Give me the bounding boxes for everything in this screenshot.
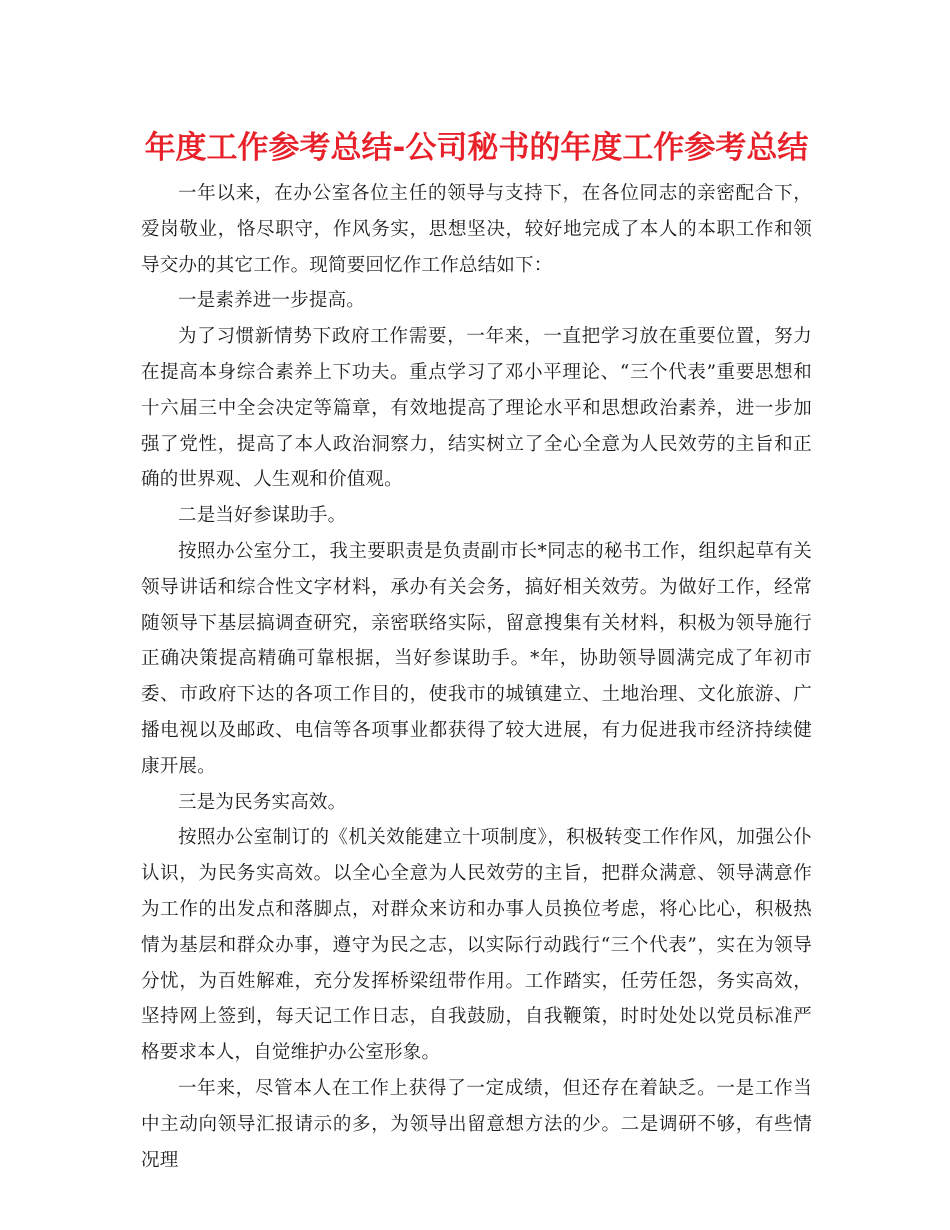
paragraph-advisor-assistant: 按照办公室分工，我主要职责是负责副市长*同志的秘书工作，组织起草有关领导讲话和综合性文字材料，承办有关会务，搞好相关效劳。为做好工作，经常随领导下基层搞调查研究，亲密联络实际，留意搜集有关材料，积极为领导施行正确决策提高精确可靠根据，当好参谋助手。*年，协助领导圆满完成了年初市委、市政府下达的各项工作目的，使我市的城镇建立、土地治理、文化旅游、广播电视以及邮政、电信等各项事业都获得了较大进展，有力促进我市经济持续健康开展。	[141, 540, 812, 777]
paragraph-intro: 一年以来，在办公室各位主任的领导与支持下，在各位同志的亲密配合下，爱岗敬业，恪尽职守，作风务实，思想坚决，较好地完成了本人的本职工作和领导交办的其它工作。现简要回忆作工作总结如下：	[141, 183, 812, 276]
document-body	[141, 176, 812, 1178]
paragraph-shortcomings: 一年来，尽管本人在工作上获得了一定成绩，但还存在着缺乏。一是工作当中主动向领导汇报请示的多，为领导出留意想方法的少。二是调研不够，有些情况理	[141, 1077, 812, 1171]
heading-advisor-assistant: 二是当好参谋助手。	[178, 505, 347, 527]
paragraph-quality-improvement: 为了习惯新情势下政府工作需要，一年来，一直把学习放在重要位置，努力在提高本身综合素养上下功夫。重点学习了邓小平理论、“三个代表”重要思想和十六届三中全会决定等篇章，有效地提高了理论水平和思想政治素养，进一步加强了党性，提高了本人政治洞察力，结实树立了全心全意为人民效劳的主旨和正确的世界观、人生观和价值观。	[141, 326, 812, 491]
document-title: 年度工作参考总结-公司秘书的年度工作参考总结	[144, 130, 809, 166]
paragraph-serve-people: 按照办公室制订的《机关效能建立十项制度》，积极转变工作作风，加强公仆认识，为民务实高效。以全心全意为人民效劳的主旨，把群众满意、领导满意作为工作的出发点和落脚点，对群众来访和办事人员换位考虑，将心比心，积极热情为基层和群众办事，遵守为民之志，以实际行动践行“三个代表”，实在为领导分忧，为百姓解难，充分发挥桥梁纽带作用。工作踏实，任劳任怨，务实高效，坚持网上签到，每天记工作日志，自我鼓励，自我鞭策，时时处处以党员标准严格要求本人，自觉维护办公室形象。	[141, 827, 812, 1064]
heading-serve-people: 三是为民务实高效。	[178, 791, 347, 813]
heading-quality-improvement: 一是素养进一步提高。	[178, 290, 366, 312]
